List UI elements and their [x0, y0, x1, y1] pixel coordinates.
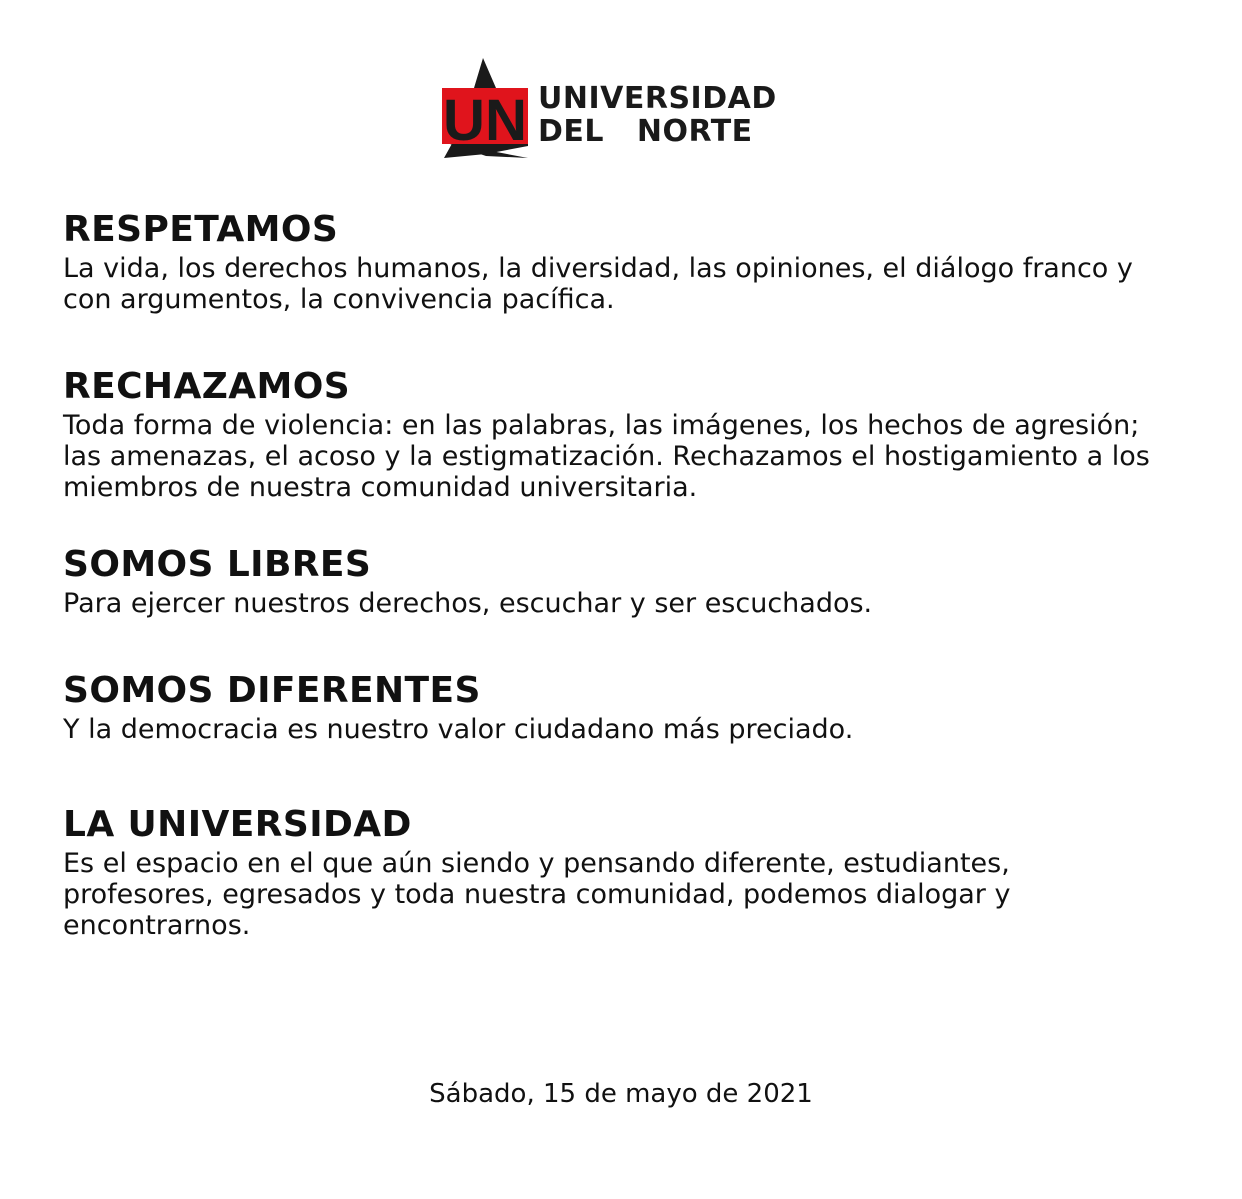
logo-line-1: UNIVERSIDAD: [538, 81, 777, 116]
section-text: La vida, los derechos humanos, la diversidad, las opiniones, el diálogo franco y con argumentos, la convivencia pacífica.: [63, 253, 1133, 315]
section-heading: LA UNIVERSIDAD: [63, 804, 412, 845]
section-text: Toda forma de violencia: en las palabras, las imágenes, los hechos de agresión; las amenazas, el acoso y la estigmatización. Rechazamos el hostigamiento a los miembros de nuestra comunidad universitaria.: [63, 410, 1150, 503]
logo-line-2: DEL NORTE: [538, 114, 753, 149]
section-rechazamos: [63, 367, 1183, 503]
statement-date: Sábado, 15 de mayo de 2021: [429, 1079, 813, 1109]
section-somos-diferentes: [63, 671, 1183, 745]
logo-emblem-icon: [438, 58, 534, 162]
section-text: Para ejercer nuestros derechos, escuchar y ser escuchados.: [63, 588, 873, 619]
section-respetamos: [63, 210, 1183, 315]
university-logo: [438, 58, 818, 162]
section-la-universidad: [63, 805, 1183, 941]
section-heading: RECHAZAMOS: [63, 366, 351, 407]
section-heading: RESPETAMOS: [63, 209, 339, 250]
section-text: Y la democracia es nuestro valor ciudadano más preciado.: [63, 714, 854, 745]
section-somos-libres: [63, 545, 1183, 619]
logo-wordmark: [538, 82, 777, 148]
logo-mark-letters: UN: [443, 88, 527, 153]
section-text: Es el espacio en el que aún siendo y pensando diferente, estudiantes, profesores, egresados y toda nuestra comunidad, podemos dialogar y encontrarnos.: [63, 848, 1011, 941]
section-heading: SOMOS LIBRES: [63, 544, 372, 585]
section-heading: SOMOS DIFERENTES: [63, 670, 481, 711]
